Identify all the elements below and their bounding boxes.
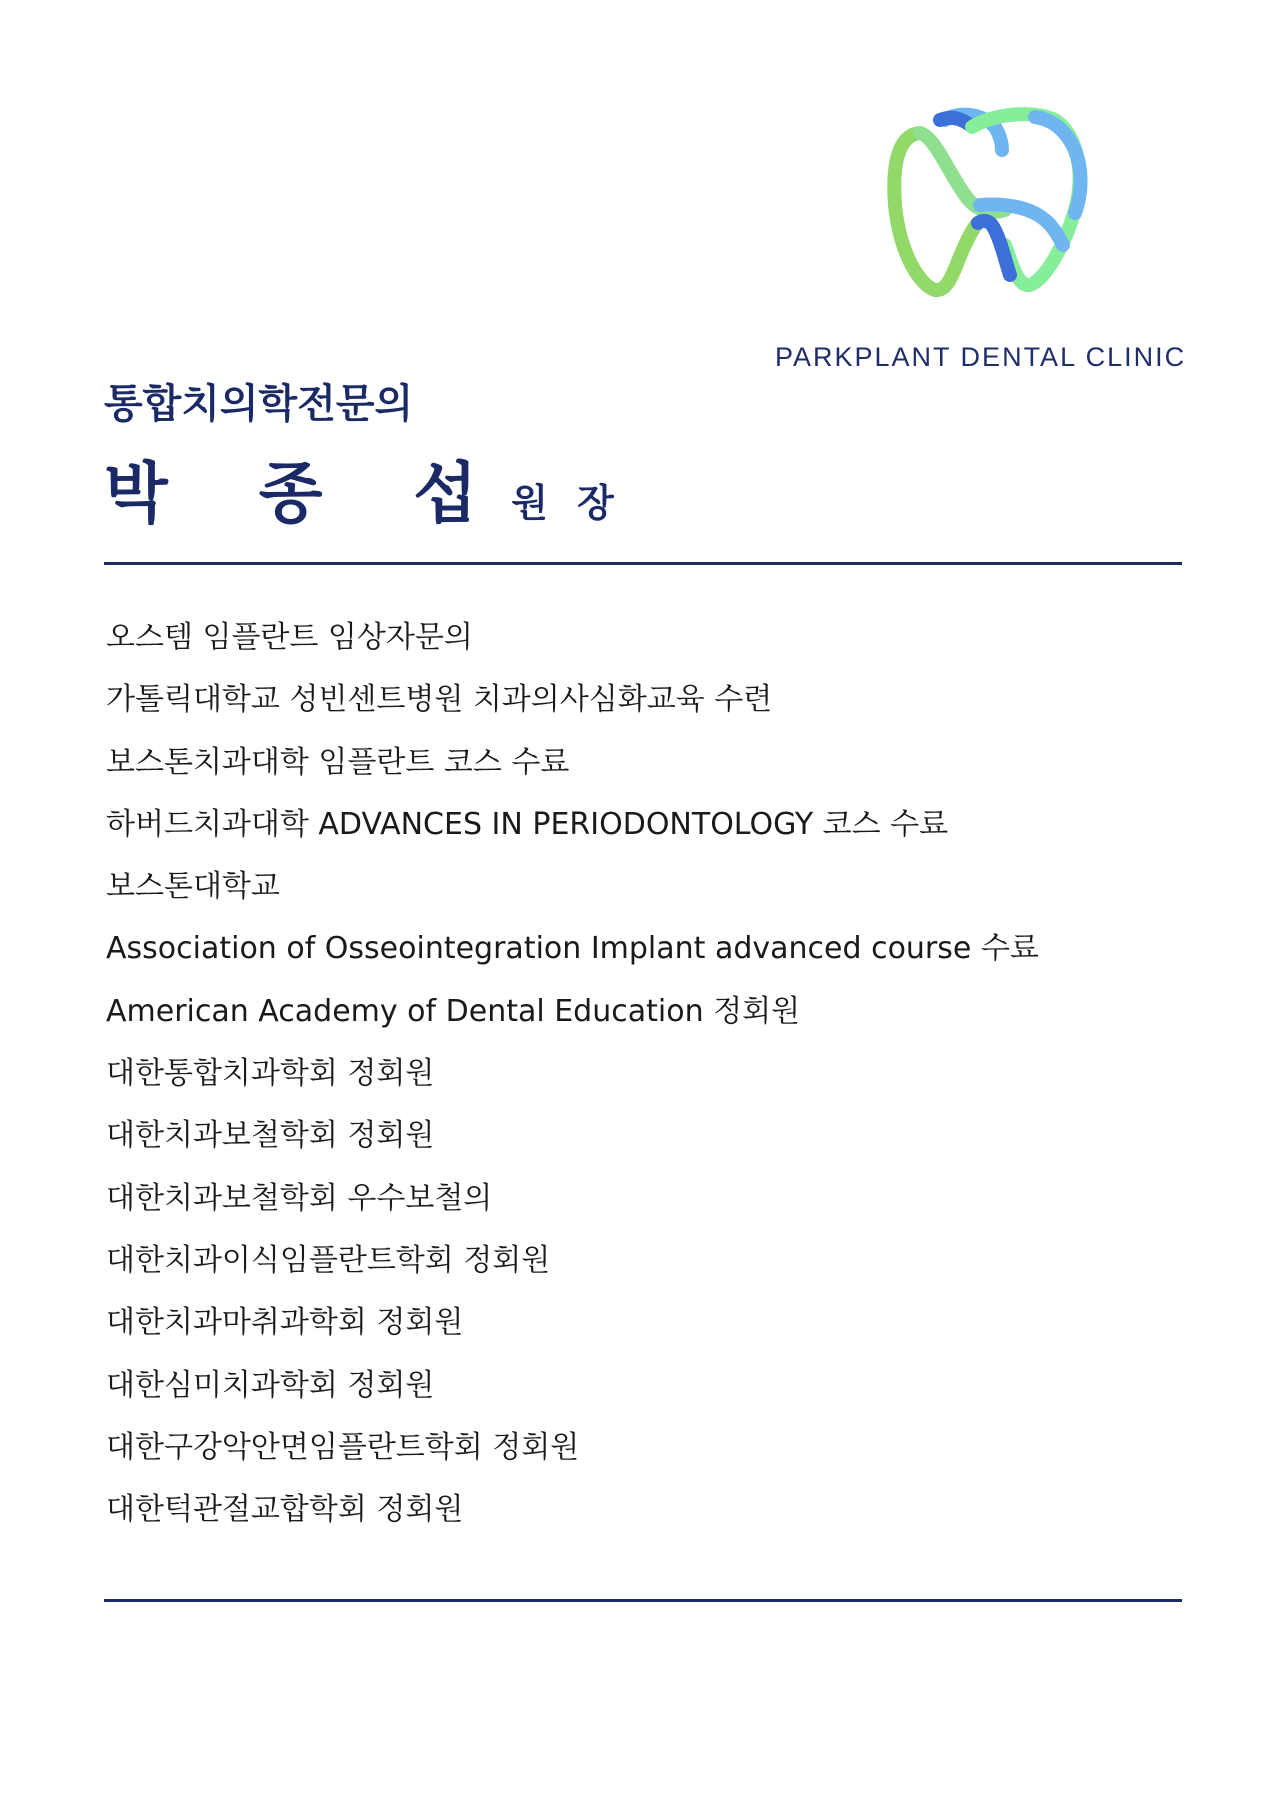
doctor-name: 박 종 섭 — [104, 455, 512, 532]
credential-item: 대한치과마취과학회 정회원 — [106, 1305, 464, 1341]
credential-item: 보스톤대학교 — [106, 869, 280, 905]
credential-item: 대한치과이식임플란트학회 정회원 — [106, 1242, 551, 1278]
credential-item: 하버드치과대학 ADVANCES IN PERIODONTOLOGY 코스 수료 — [106, 806, 949, 842]
doctor-name-row — [104, 440, 622, 535]
tooth-logo-icon — [880, 95, 1110, 315]
bottom-divider — [104, 1599, 1182, 1602]
doctor-title: 원 장 — [511, 481, 622, 525]
top-divider — [104, 562, 1182, 565]
specialty-title: 통합치의학전문의 — [104, 381, 414, 427]
credential-item: 대한통합치과학회 정회원 — [106, 1056, 435, 1092]
credential-item: 가톨릭대학교 성빈센트병원 치과의사심화교육 수련 — [106, 682, 773, 718]
credential-item: 보스톤치과대학 임플란트 코스 수료 — [106, 744, 570, 780]
credential-item: American Academy of Dental Education 정회원 — [106, 993, 801, 1029]
credential-item: 대한심미치과학회 정회원 — [106, 1367, 435, 1403]
credential-item: Association of Osseointegration Implant advanced course 수료 — [106, 931, 1039, 967]
credential-item: 대한구강악안면임플란트학회 정회원 — [106, 1429, 580, 1465]
credential-item: 오스템 임플란트 임상자문의 — [106, 620, 473, 655]
clinic-name: PARKPLANT DENTAL CLINIC — [775, 342, 1187, 372]
credential-item: 대한턱관절교합학회 정회원 — [106, 1492, 464, 1528]
credential-item: 대한치과보철학회 정회원 — [106, 1118, 435, 1154]
credential-item: 대한치과보철학회 우수보철의 — [106, 1180, 493, 1216]
credentials-list — [106, 612, 1039, 1546]
